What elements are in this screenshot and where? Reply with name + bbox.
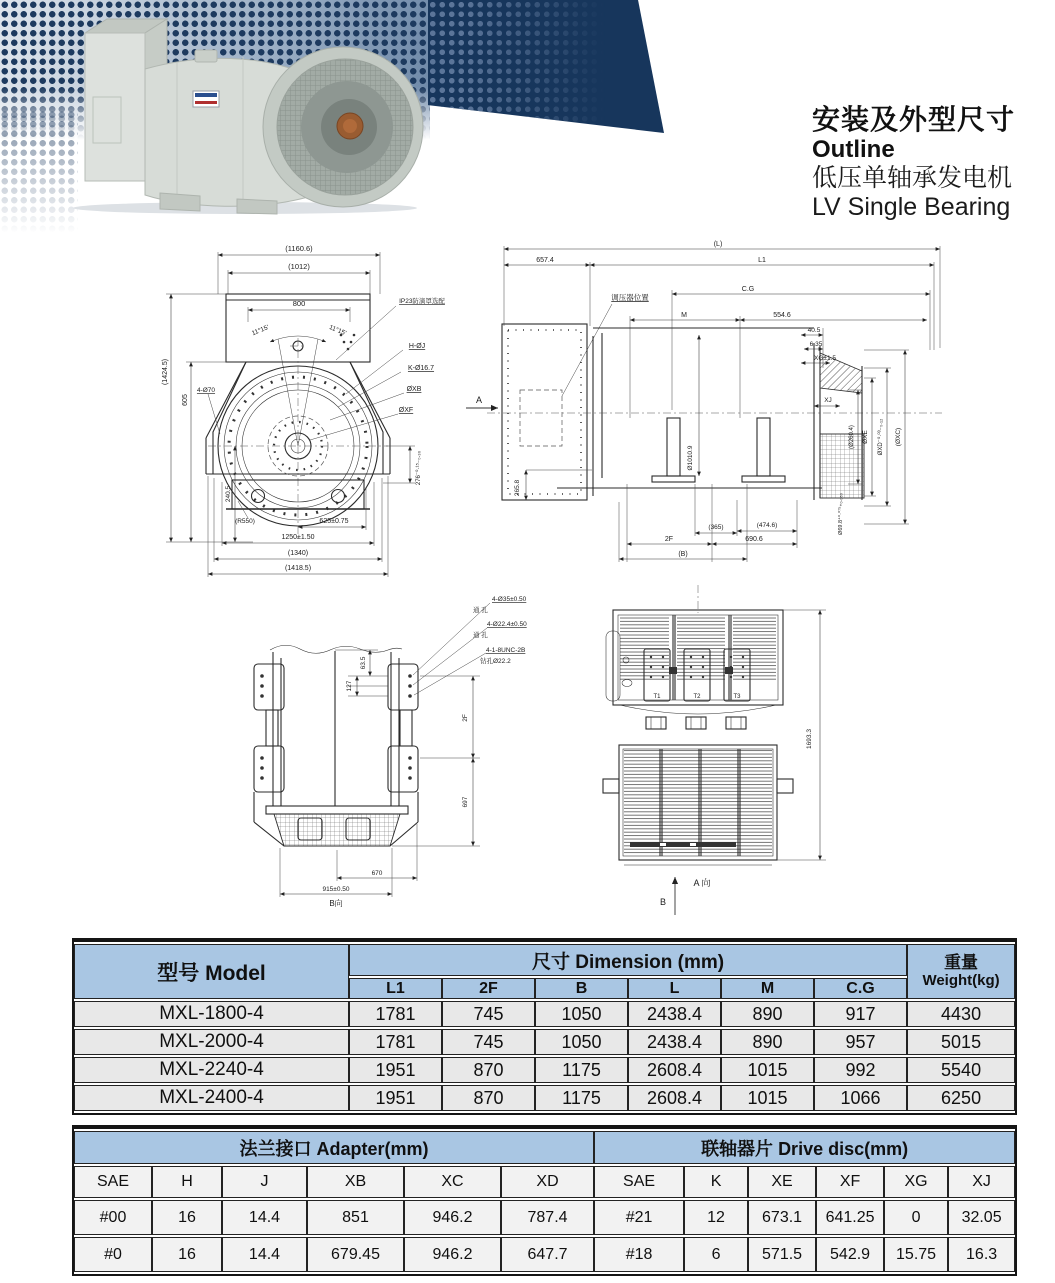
dim-label: (ØXC) [895, 427, 902, 447]
dimension-table [72, 938, 1017, 1115]
table-row [74, 1200, 1015, 1235]
value-cell: 917 [814, 1001, 907, 1027]
dim-label: (B) [678, 551, 688, 558]
dim-label: 通 孔 [473, 632, 488, 639]
dim-label: ØXF [398, 407, 414, 414]
dim-label: A [475, 395, 483, 405]
weight-cell: 6250 [907, 1085, 1015, 1111]
page-subtitle-en: LV Single Bearing [812, 192, 1011, 221]
dim-label: (Ø260.4) [849, 425, 855, 449]
col-header-b: B [535, 978, 628, 999]
model-cell: MXL-2240-4 [74, 1057, 349, 1083]
adapter-drive-table [72, 1125, 1017, 1276]
value-cell: #0 [74, 1237, 152, 1272]
weight-cell: 5015 [907, 1029, 1015, 1055]
value-cell: 571.5 [748, 1237, 816, 1272]
col-header-xf: XF [816, 1166, 884, 1198]
dim-label: (365) [708, 524, 724, 531]
dim-label: 2F [462, 714, 469, 722]
dim-label: B [659, 897, 667, 907]
table-row [74, 1057, 1015, 1083]
dim-label: 6.35 [809, 341, 823, 348]
value-cell: 12 [684, 1200, 748, 1235]
value-cell: 2438.4 [628, 1001, 721, 1027]
dim-label: (1340) [287, 550, 309, 557]
value-cell: 946.2 [404, 1200, 501, 1235]
col-header-xe: XE [748, 1166, 816, 1198]
dim-label: (1160.6) [285, 244, 313, 253]
col-header-l: L [628, 978, 721, 999]
dim-label: (474.6) [756, 522, 778, 529]
value-cell: 647.7 [501, 1237, 594, 1272]
dim-label: 4-1-8UNC-2B [486, 647, 526, 654]
value-cell: 2438.4 [628, 1029, 721, 1055]
dim-label: 11°15' [250, 324, 271, 338]
dim-label: (1012) [288, 262, 310, 271]
dim-label: (L) [713, 241, 723, 248]
value-cell: 673.1 [748, 1200, 816, 1235]
value-cell: 787.4 [501, 1200, 594, 1235]
dim-label: T1 [653, 694, 661, 700]
dimension-header: 尺寸 Dimension (mm) [349, 944, 907, 976]
dim-label: 调压器位置 [611, 293, 649, 302]
dim-label: ØXB [406, 386, 422, 393]
value-cell: #21 [594, 1200, 684, 1235]
value-cell: #18 [594, 1237, 684, 1272]
value-cell: 745 [442, 1029, 535, 1055]
dim-label: XJ [824, 397, 832, 404]
dim-label: 63.5 [360, 656, 367, 670]
dim-label: A 向 [693, 878, 711, 888]
model-cell: MXL-1800-4 [74, 1001, 349, 1027]
value-cell: 870 [442, 1057, 535, 1083]
value-cell: 1781 [349, 1029, 442, 1055]
side-view-drawing [462, 238, 954, 572]
dim-label: 4-Ø35±0.50 [492, 596, 527, 603]
value-cell: 6 [684, 1237, 748, 1272]
front-view-drawing [158, 242, 460, 580]
bottom-view-drawing [240, 588, 542, 926]
dim-label: (R550) [235, 518, 255, 525]
value-cell: 16.3 [948, 1237, 1015, 1272]
col-header-l1: L1 [349, 978, 442, 999]
dim-label: XG±1.5 [814, 355, 836, 362]
value-cell: 15.75 [884, 1237, 948, 1272]
col-header-xb: XB [307, 1166, 404, 1198]
value-cell: 32.05 [948, 1200, 1015, 1235]
value-cell: 16 [152, 1200, 222, 1235]
dim-label: 554.6 [773, 312, 791, 319]
dim-label: 915±0.50 [322, 886, 350, 893]
dim-label: 钻孔Ø22.2 [480, 658, 511, 665]
dim-label: 800 [292, 299, 306, 308]
value-cell: 890 [721, 1001, 814, 1027]
value-cell: 2608.4 [628, 1085, 721, 1111]
model-cell: MXL-2000-4 [74, 1029, 349, 1055]
value-cell: 957 [814, 1029, 907, 1055]
dim-label: 605 [182, 394, 189, 406]
dim-label: 4-Ø22.4±0.50 [487, 621, 527, 628]
page-title-en: Outline [812, 136, 895, 164]
value-cell: 946.2 [404, 1237, 501, 1272]
dim-label: T2 [693, 694, 701, 700]
col-header-2f: 2F [442, 978, 535, 999]
value-cell: 1015 [721, 1085, 814, 1111]
value-cell: 14.4 [222, 1200, 307, 1235]
value-cell: 745 [442, 1001, 535, 1027]
table-row [74, 1085, 1015, 1111]
value-cell: 16 [152, 1237, 222, 1272]
dim-label: 240.5 [225, 485, 232, 503]
dim-label: 40.5 [807, 327, 821, 334]
weight-cell: 4430 [907, 1001, 1015, 1027]
col-header-sae: SAE [74, 1166, 152, 1198]
col-header-m: M [721, 978, 814, 999]
value-cell: 641.25 [816, 1200, 884, 1235]
dim-label: 690.6 [745, 536, 763, 543]
value-cell: 542.9 [816, 1237, 884, 1272]
value-cell: 1050 [535, 1001, 628, 1027]
weight-header-en: Weight(kg) [922, 971, 1000, 989]
value-cell: 992 [814, 1057, 907, 1083]
col-header-xg: XG [884, 1166, 948, 1198]
dim-label: 670 [371, 870, 383, 877]
dim-label: 4-Ø70 [196, 387, 216, 394]
weight-cell: 5540 [907, 1057, 1015, 1083]
dim-label: ØXE [862, 430, 869, 444]
drive-disc-header: 联轴器片 Drive disc(mm) [594, 1131, 1015, 1164]
page-subtitle-cn: 低压单轴承发电机 [812, 163, 1013, 192]
value-cell: 890 [721, 1029, 814, 1055]
dim-label: 2F [664, 536, 674, 543]
dim-label: Ø1010.9 [687, 445, 694, 471]
dim-label: 625±0.75 [319, 518, 349, 525]
dim-label: B向 [329, 899, 343, 908]
dim-label: H-ØJ [408, 343, 426, 350]
col-header-xj: XJ [948, 1166, 1015, 1198]
dim-label: (1418.5) [284, 565, 312, 572]
value-cell: 1175 [535, 1085, 628, 1111]
weight-header-cn: 重量 [944, 952, 979, 972]
dim-label: K-Ø16.7 [407, 365, 435, 372]
col-header-xc: XC [404, 1166, 501, 1198]
dim-label: 1693.3 [806, 729, 813, 749]
value-cell: #00 [74, 1200, 152, 1235]
table-row [74, 1001, 1015, 1027]
dim-label: L1 [758, 257, 766, 264]
col-header-j: J [222, 1166, 307, 1198]
value-cell: 870 [442, 1085, 535, 1111]
col-header-k: K [684, 1166, 748, 1198]
model-header: 型号 Model [74, 944, 349, 999]
page-title-cn: 安装及外型尺寸 [812, 104, 1016, 135]
model-cell: MXL-2400-4 [74, 1085, 349, 1111]
col-header-h: H [152, 1166, 222, 1198]
value-cell: 1015 [721, 1057, 814, 1083]
value-cell: 1951 [349, 1057, 442, 1083]
halftone-pattern-navy [428, 0, 664, 133]
adapter-header: 法兰接口 Adapter(mm) [74, 1131, 594, 1164]
navy-banner-shape [428, 0, 664, 133]
col-header-cg: C.G [814, 978, 907, 999]
dim-label: T3 [733, 694, 741, 700]
dim-label: M [681, 312, 687, 319]
dim-label: 通 孔 [473, 607, 488, 614]
dim-label: 276⁻⁰·¹⁵₋₀.₃₆ [416, 450, 422, 486]
dim-label: 697 [462, 796, 469, 808]
dim-label: Ø69.8⁺⁰·⁰⁷⁵₊₀.₀₆₀ [838, 493, 844, 535]
col-header-xd: XD [501, 1166, 594, 1198]
value-cell: 0 [884, 1200, 948, 1235]
dim-label: 11°15' [327, 324, 348, 338]
generator-photo [25, 5, 435, 217]
dim-label: 657.4 [536, 257, 554, 264]
weight-header [907, 944, 1015, 999]
dim-label: ØXD⁻⁰·⁰³₋₀.₁₂ [878, 418, 884, 456]
value-cell: 1175 [535, 1057, 628, 1083]
dim-label: (1424.5) [162, 358, 169, 386]
dim-label: 265.8 [514, 479, 521, 497]
table-row [74, 1029, 1015, 1055]
value-cell: 1781 [349, 1001, 442, 1027]
dim-label: C.G [741, 286, 755, 293]
table-row [74, 1237, 1015, 1272]
top-view-drawing [590, 583, 856, 930]
dim-label: 127 [346, 680, 353, 692]
dim-label: 1250±1.50 [281, 534, 315, 541]
value-cell: 1066 [814, 1085, 907, 1111]
value-cell: 851 [307, 1200, 404, 1235]
value-cell: 14.4 [222, 1237, 307, 1272]
dim-label: IP23防滴罩选配 [399, 298, 445, 305]
value-cell: 2608.4 [628, 1057, 721, 1083]
value-cell: 1050 [535, 1029, 628, 1055]
title-block [812, 104, 1050, 221]
value-cell: 679.45 [307, 1237, 404, 1272]
value-cell: 1951 [349, 1085, 442, 1111]
col-header-sae2: SAE [594, 1166, 684, 1198]
